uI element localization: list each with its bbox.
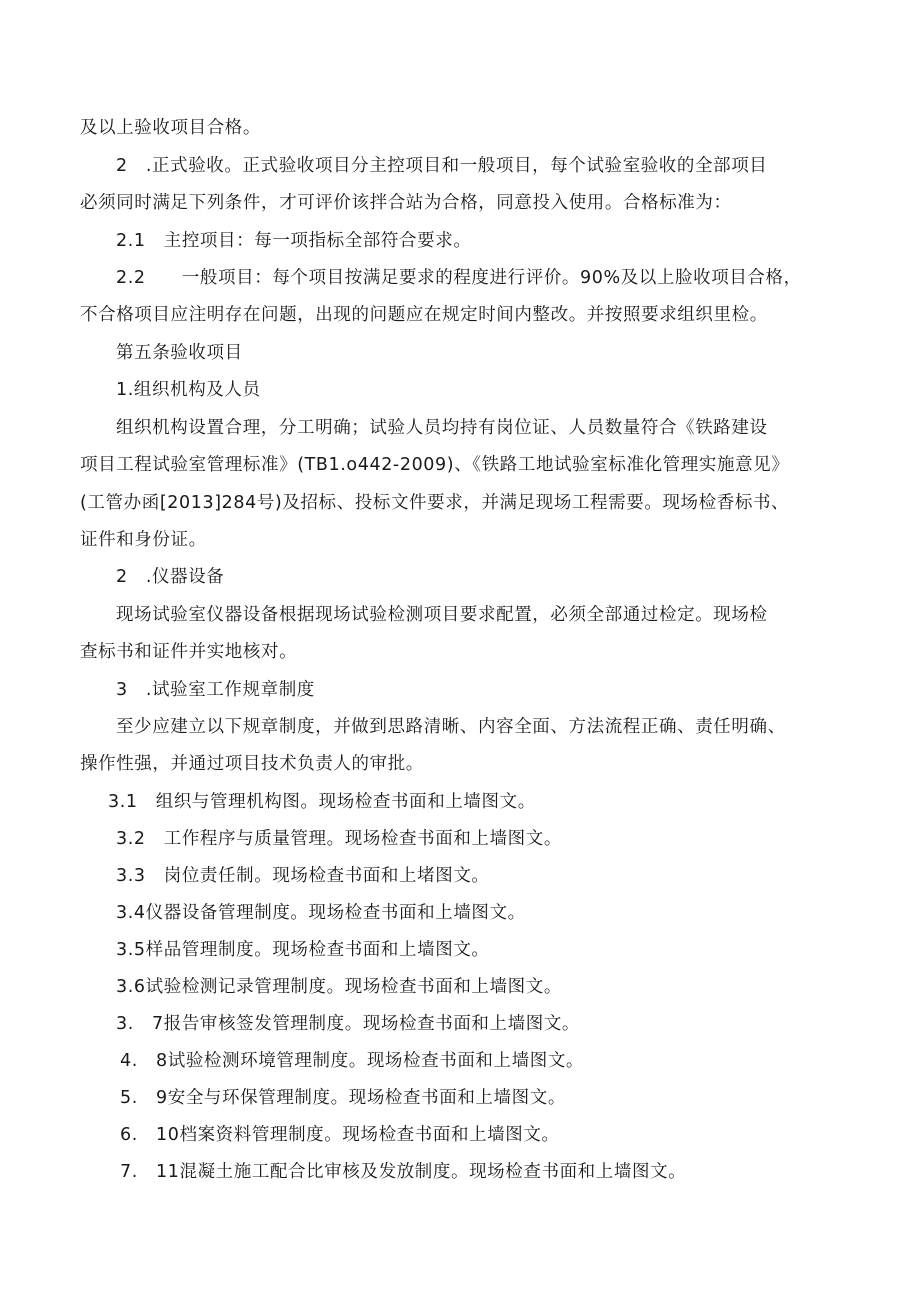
text-line-10: 项目工程试验室管理标准》(TB1.o442-2009)、《铁路工地试验室标准化管理实施意见》 [80,455,790,475]
text-line-05: 2.2 一般项目：每个项目按满足要求的程度进行评价。90%及以上脸收项目合格， [116,268,802,288]
text-line-18: 操作性强，并通过项目技术负责人的审批。 [80,754,424,774]
list-item-3-4: 3.4仪器设备管理制度。现场检查书面和上墙图文。 [116,903,526,923]
list-item-3-6: 3.6试验检测记录管理制度。现场检查书面和上墙图文。 [116,977,562,997]
text-line-02: 2 .正式验收。正式验收项目分主控项目和一般项目，每个试验室验收的全部项目 [116,156,768,176]
text-line-15: 查标书和证件并实地核对。 [80,642,298,662]
list-item-4-8: 4. 8试验检测环境管理制度。现场检查书面和上墙图文。 [120,1051,585,1071]
text-line-09: 组织机构设置合理，分工明确；试验人员均持有岗位证、人员数量符合《铁路建设 [116,418,768,438]
text-line-08: 1.组织机构及人员 [116,380,261,400]
list-item-3-2: 3.2 工作程序与质量管理。现场检查书面和上墙图文。 [116,829,562,849]
text-line-01: 及以上验收项目合格。 [80,118,261,138]
text-line-11: (工管办函[2013]284号)及招标、投标文件要求，并满足现场工程需要。现场检香标书、 [80,493,790,513]
list-item-6-10: 6. 10档案资料管理制度。现场检查书面和上墙图文。 [120,1125,560,1145]
text-line-06: 不合格项目应注明存在问题，出现的问题应在规定时间内整改。并按照要求组织里检。 [80,305,768,325]
list-item-3-7: 3. 7报告审核签发管理制度。现场检查书面和上墙图文。 [116,1014,581,1034]
list-item-5-9: 5. 9安全与环保管理制度。现场检查书面和上墙图文。 [120,1088,566,1108]
text-line-14: 现场试验室仪器设备根据现场试验检测项目要求配置，必须全部通过检定。现场检 [116,605,768,625]
list-item-7-11: 7. 11混凝土施工配合比审核及发放制度。现场检查书面和上墙图文。 [120,1162,687,1182]
text-line-13: 2 .仪器设备 [116,567,225,587]
list-item-3-1: 3.1 组织与管理机构图。现场检查书面和上墙图文。 [108,792,536,812]
text-line-04: 2.1 主控项目：每一项指标全部符合要求。 [116,231,472,251]
section-heading: 第五条验收项目 [116,343,243,363]
list-item-3-3: 3.3 岗位责任制。现场检查书面和上堵图文。 [116,866,490,886]
text-line-03: 必须同时满足下列条件，才可评价该拌合站为合格，同意投入使用。合格标准为： [80,193,732,213]
text-line-16: 3 .试验室工作规章制度 [116,680,315,700]
text-line-17: 至少应建立以下规章制度，并做到思路清晰、内容全面、方法流程正确、责任明确、 [116,717,786,737]
list-item-3-5: 3.5样品管理制度。现场检查书面和上墙图文。 [116,940,490,960]
text-line-12: 证件和身份证。 [80,530,207,550]
